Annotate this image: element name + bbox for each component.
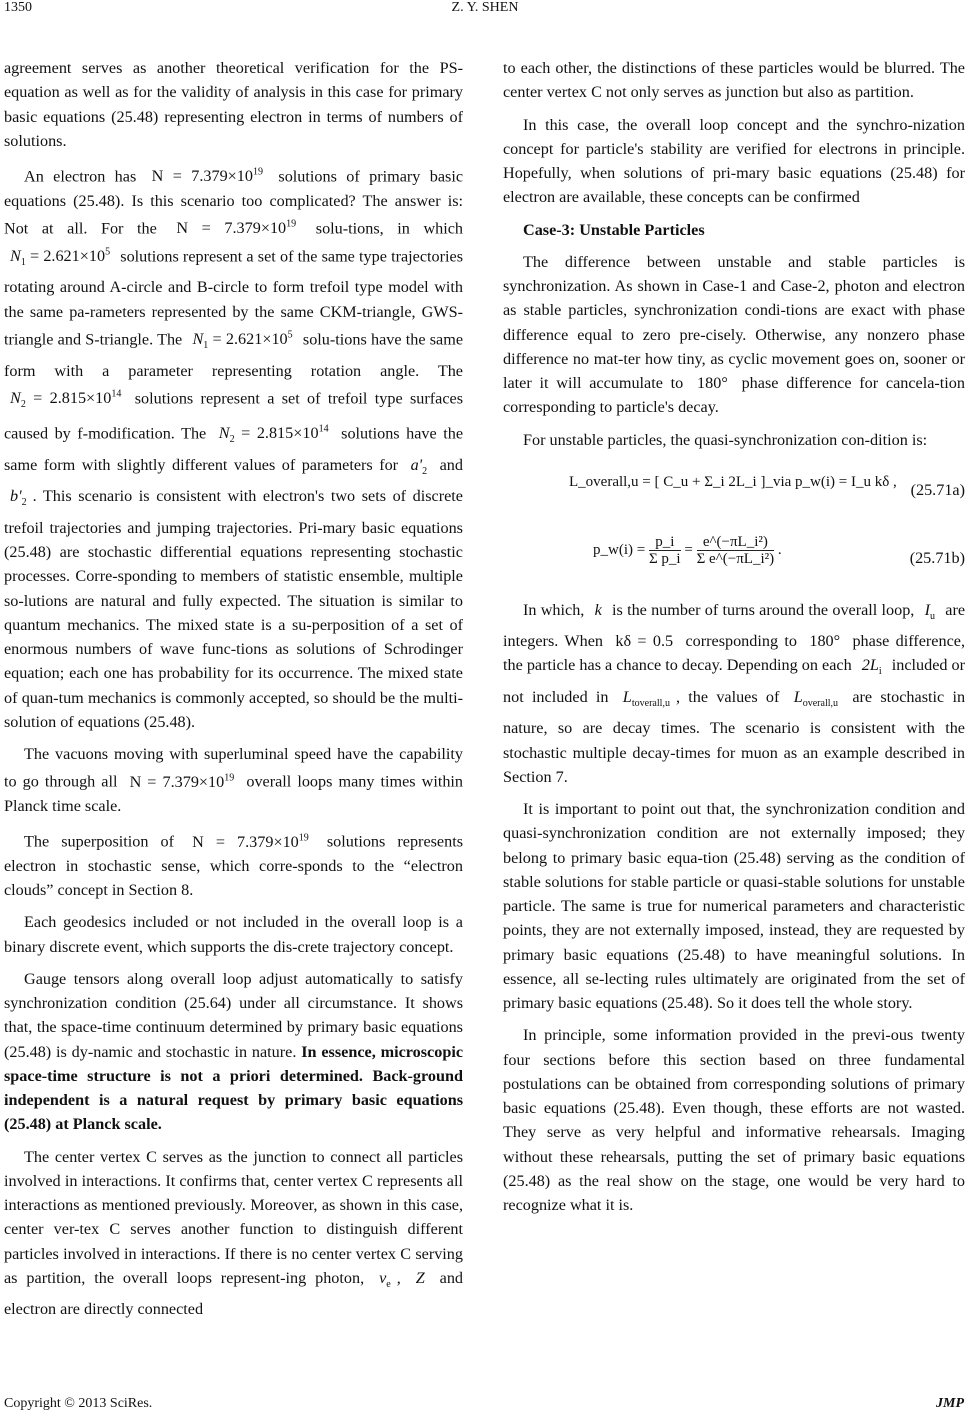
equation-25-71b [503,530,965,594]
copyright: Copyright © 2013 SciRes. [4,1396,153,1411]
math-inline: $L_{overall,u}$ [793,687,839,710]
math-inline: $a'_2$ [410,455,428,478]
paragraph: The superposition of $N = 7.379\times 10^{19}$ solutions represents electron in stochastic sense, which corre-sponds to the “electron clouds” concept in Section 8. [4,832,464,900]
math-inline: $\nu_e$ [379,1268,391,1291]
paragraph: agreement serves as another theoretical verification for the PS-equation as well as for the validity of analysis in this case for primary basic equations (25.48) representing electron in terms of numbers of solutions. [4,59,463,150]
left-column [4,56,463,1330]
equation-25-71a [503,462,965,520]
running-title: Z. Y. SHEN [451,0,519,15]
equation-number: (25.71a) [910,480,965,499]
paragraph: Gauge tensors along overall loop adjust automatically to satisfy synchronization condition (25.64) under all circumstance. It shows that, the space-time continuum determined by primary basic equations (25.48) is dy-namic and stochastic in nature. In essence, microscopic space-time structure is not a priori determined. Back-ground independent is a natural request by primary basic equations (25.48) at Planck scale. [4,969,464,1134]
fraction: $\frac{\text{e\textasciicircum{}(−πL\_i²)}}{\text{Σ e\textasciicircum{}(−πL\_i²)}}$ [696,533,775,567]
right-column [503,56,965,1225]
math-inline: k [594,600,602,619]
math-inline: Z [415,1268,425,1287]
math-inline: $N = 7.379\times 10^{19}$ [151,167,264,186]
page-number: 1350 [4,0,32,15]
equation-body: L_overall,u = [ C_u + Σ_i 2L_i ]_via p_w(i) = I_u kδ , [569,473,897,490]
fraction: $\frac{p\_i}{\text{Σ p\_i}}$ [648,533,681,567]
paragraph: The difference between unstable and stable particles is synchronization. As shown in Case-1 and Case-2, photon and electron as stable particles, synchronization condi-tions are exact with phase difference equal to zero pre-cisely. Otherwise, any nonzero phase difference no mat-ter how tiny, as cyclic movement goes on, sooner or later it will accumulate to 180° phase difference for cancela-tion corresponding to particle's decay. [503,252,965,417]
math-inline: $N = 7.379\times 10^{19}$ [192,832,309,851]
paragraph: An electron has $N = 7.379\times 10^{19}$ solutions of primary basic equations (25.48). Is this scenario too complicated? The answer is: Not at all. For the $N = 7.379\times 10^{19}$ solu-tions, in which $N_1 = 2.621\times 10^5$ solutions represent a set of the same type trajectories rotating around A-circle and B-circle to form trefoil type model with the same pa-rameters represented by the same CKM-triangle, GWS-triangle and S-triangle. The $N_1 = 2.621\times 10^5$ solu-tions have the same form with a parameter representing rotation angle. The $N_2 = 2.815\times 10^{14}$ solutions represent a set of trefoil type surfaces caused by f-modification. The $N_2 = 2.815\times 10^{14}$ solutions have the same form with slightly different values of parameters for $a'_2$ and $b'_2$ . This scenario is consistent with electron's two sets of discrete trefoil trajectories and jumping trajectories. Pri-mary basic equations (25.48) are stochastic differential equations representing stochastic processes. Corre-sponding to members of statistic ensemble, multiple so-lutions are natural and fully expected. The situation is similar to quantum mechanics. The mixed state is a su-perposition of a set of enormous numbers of wave func-tions as solutions of Schrodinger equation; each one has probability for its occurrence. The mixed state of quan-tum mechanics is commonly accepted, so should be the multi-solution of equations (25.48). [4,167,464,731]
math-inline: $N_1 = 2.621\times 10^5$ [10,246,111,269]
math-inline: $b'_2$ [10,487,27,509]
paragraph: Each geodesics included or not included in the overall loop is a binary discrete event, which supports the dis-crete trajectory concept. [4,913,463,956]
equation-body: p_w(i) = $\frac{p\_i}{\text{Σ p\_i}}$ = $\frac{\text{e\textasciicircum{}(−πL\_i²)}}{\text{Σ e\textasciicircum{}(−πL\_i²)}}$ . [593,533,782,567]
paragraph: to each other, the distinctions of these particles would be blurred. The center vertex C not only serves as junction but also as partition. [503,59,965,102]
math-inline: $N = 7.379\times 10^{19}$ [176,218,297,238]
paragraph: In principle, some information provided in the previ-ous twenty four sections before this section based on three fundamental postulations can be obtained from corresponding solutions of primary basic equations (25.48). Even though, these efforts are not wasted. They serve as very helpful and informative rehearsals. Imaging without these rehearsals, putting the set of primary basic equations (25.48) as the real show on the stage, one would be very hard to recognize what it is. [503,1026,965,1215]
math-inline: kδ = 0.5 [615,632,674,651]
math-inline: $N_1 = 2.621\times 10^5$ [192,329,293,352]
section-heading: Case-3: Unstable Particles [523,220,705,239]
math-inline: $N_2 = 2.815\times 10^{14}$ [10,389,122,411]
paragraph: It is important to point out that, the synchronization condition and quasi-synchronization condition are not externally imposed; they belong to primary basic equa-tion (25.48) serving as the condition of stable solutions for stable particle or quasi-stable solutions for unstable particle. The same is true for numerical parameters and characteristic points, they are not externally imposed, instead, they are requested by primary basic equations (25.48) to have meaningful solutions. In essence, all se-lecting rules ultimately are originated from the set of primary basic equations (25.48). So it does tell the whole story. [503,800,965,1013]
math-inline: $2L_i$ [861,656,882,678]
math-inline: $I_u$ [924,600,936,622]
paragraph: For unstable particles, the quasi-synchronization con-dition is: [523,430,928,449]
math-inline: $N_2 = 2.815\times 10^{14}$ [218,423,329,446]
paragraph: In this case, the overall loop concept and the synchro-nization concept for particle's stability are verified for electrons in principle. Hopefully, when solutions of pri-mary basic equations (25.48) for electron are available, these concepts can be confirmed [503,115,965,207]
math-inline: 180° [697,374,728,392]
paragraph: The vacuons moving with superluminal speed have the capability to go through all $N = 7.379\times 10^{19}$ overall loops many times within Planck time scale. [4,745,464,815]
math-inline: $N = 7.379\times 10^{19}$ [129,772,235,791]
math-inline: $L_{toverall,u}$ [622,687,670,710]
journal-name: JMP [936,1396,964,1411]
math-inline: 180° [809,632,841,651]
page-header [0,0,970,22]
paragraph: The center vertex C serves as the junction to connect all particles involved in interactions. It confirms that, center vertex C represents all interactions as mentioned previously. Moreover, as shown in this case, center ver-tex C serves another function to distinguish different particles involved in interactions. If there is no center vertex C serving as partition, the overall loops represent-ing photon, $\nu_e$ , Z and electron are directly connected [4,1147,464,1319]
equation-number: (25.71b) [909,548,965,567]
paragraph: In which, k is the number of turns around the overall loop, $I_u$ are integers. When kδ = 0.5 corresponding to 180° phase difference, the particle has a chance to decay. Depending on each $2L_i$ included or not included in $L_{toverall,u}$ , the values of $L_{overall,u}$ are stochastic in nature, so are decay times. The scenario is consistent with the stochastic multiple decay-times for muon as an example described in Section 7. [503,600,966,786]
